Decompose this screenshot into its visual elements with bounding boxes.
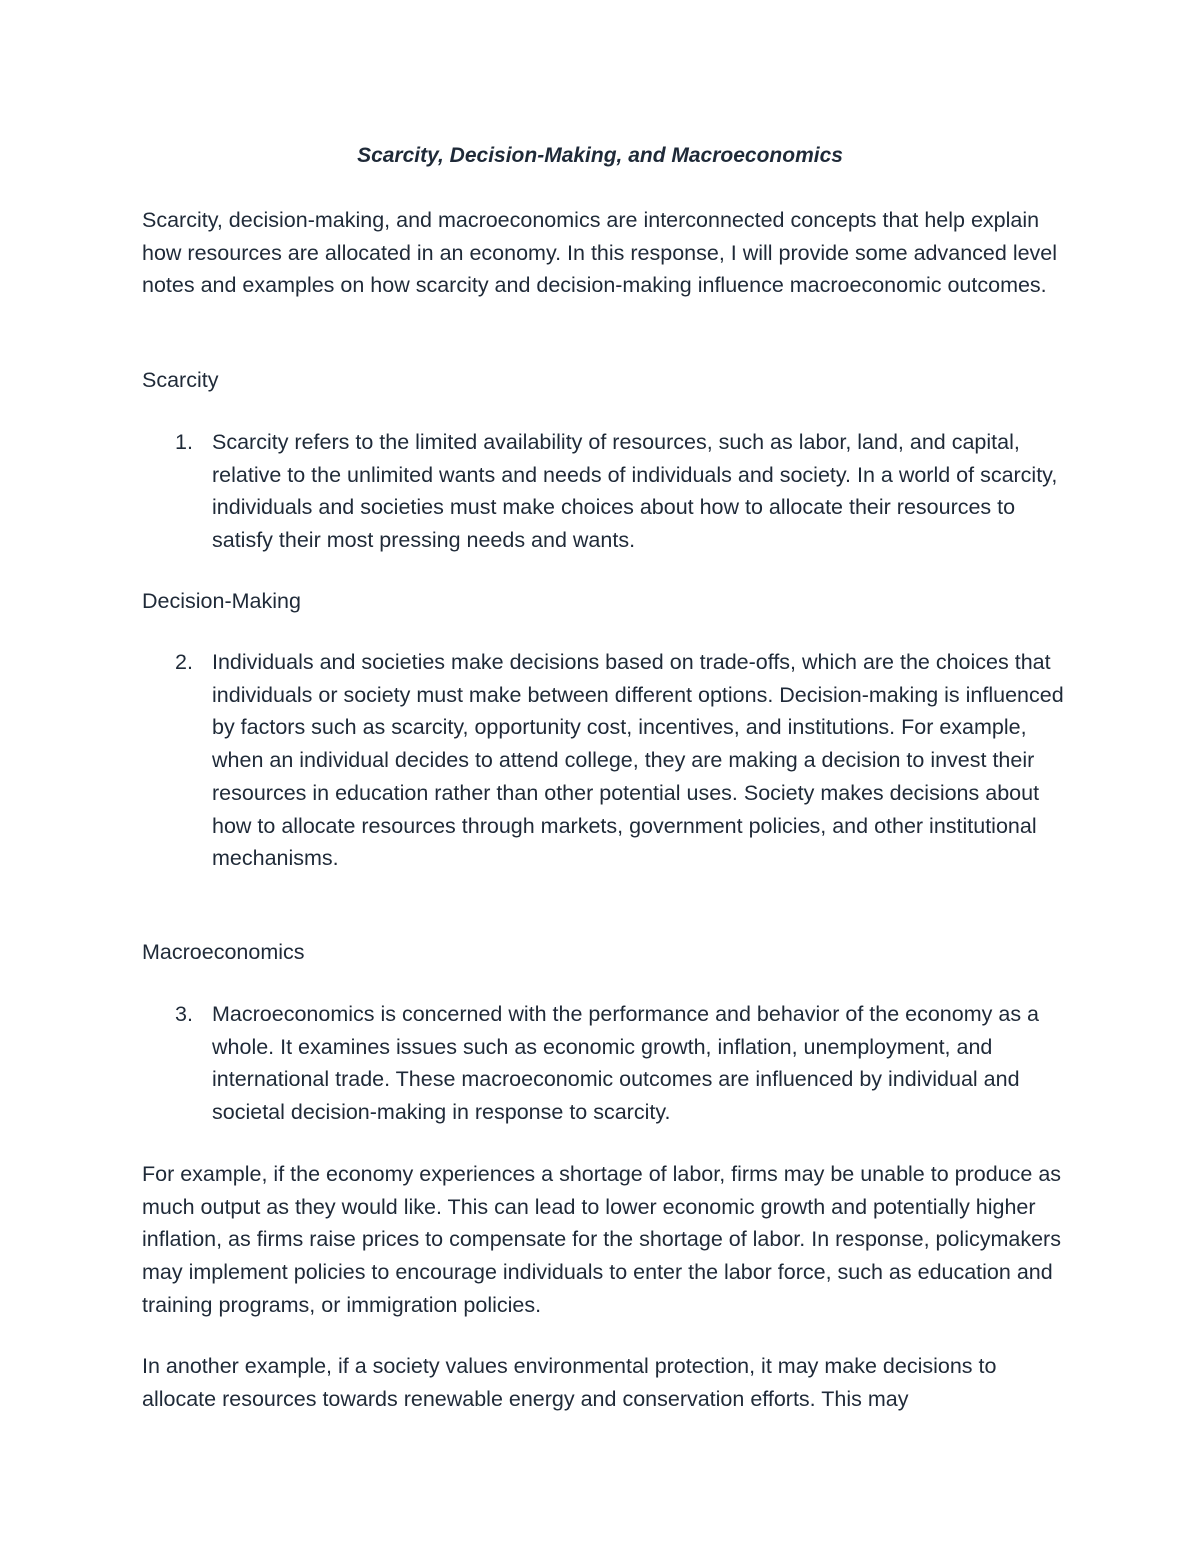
section-heading-scarcity: Scarcity [142,368,219,392]
example-paragraph-environment: In another example, if a society values environmental protection, it may make decisions to allocate resources towards renewable energy and conservation efforts. This may [142,1354,997,1411]
list-item-text: Scarcity refers to the limited availability of resources, such as labor, land, and capital, relative to the unlimited wants and needs of individuals and society. In a world of scarcity, individuals and societies must make choices about how to allocate their resources to satisfy their most pressing needs and wants. [212,430,1058,553]
document-title: Scarcity, Decision-Making, and Macroeconomics [357,144,843,167]
list-item-text: Macroeconomics is concerned with the performance and behavior of the economy as a whole. It examines issues such as economic growth, inflation, unemployment, and international trade. These macroeconomic outcomes are influenced by individual and societal decision-making in response to scarcity. [212,1002,1039,1125]
list-number: 2. [175,650,193,674]
list-number: 3. [175,1002,193,1026]
list-item-text: Individuals and societies make decisions based on trade-offs, which are the choices that individuals or society must make between different options. Decision-making is influenced by factors such as scarcity, opportunity cost, incentives, and institutions. For example, when an individual decides to attend college, they are making a decision to invest their resources in education rather than other potential uses. Society makes decisions about how to allocate resources through markets, government policies, and other institutional mechanisms. [212,650,1064,871]
intro-paragraph: Scarcity, decision-making, and macroeconomics are interconnected concepts that help explain how resources are allocated in an economy. In this response, I will provide some advanced level notes and examples on how scarcity and decision-making influence macroeconomic outcomes. [142,208,1058,298]
section-heading-macroeconomics: Macroeconomics [142,940,305,964]
list-item-scarcity [142,426,1072,557]
list-item-macroeconomics [142,998,1072,1129]
list-item-decision-making [142,646,1072,875]
section-heading-decision-making: Decision-Making [142,589,301,613]
example-paragraph-labor: For example, if the economy experiences a shortage of labor, firms may be unable to produce as much output as they would like. This can lead to lower economic growth and potentially higher inflation, as firms raise prices to compensate for the shortage of labor. In response, policymakers may implement policies to encourage individuals to enter the labor force, such as education and training programs, or immigration policies. [142,1162,1062,1317]
list-number: 1. [175,430,193,454]
